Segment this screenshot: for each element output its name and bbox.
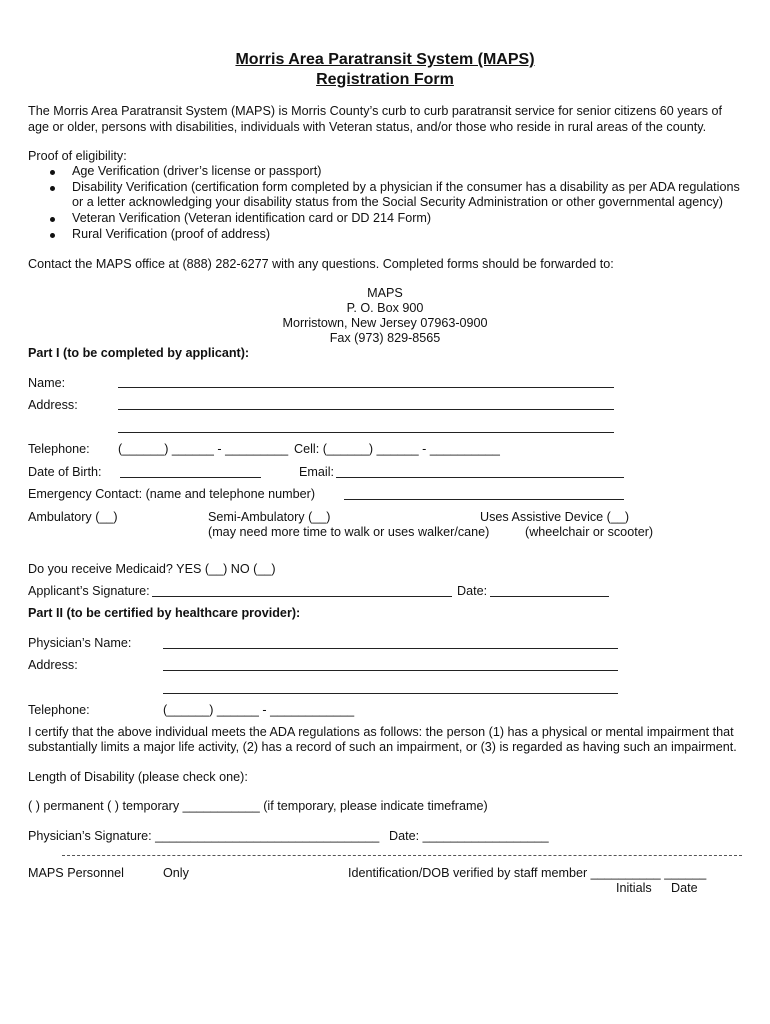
- applicant-signature-label: Applicant’s Signature:: [28, 584, 150, 598]
- telephone-field[interactable]: (______) ______ - _________: [118, 442, 289, 456]
- name-field[interactable]: [118, 387, 614, 388]
- physician-address-field-2[interactable]: [163, 693, 618, 694]
- medicaid-question[interactable]: Do you receive Medicaid? YES (__) NO (__): [28, 562, 276, 576]
- emergency-contact-field[interactable]: [344, 499, 624, 500]
- assistive-device-checkbox[interactable]: Uses Assistive Device (__): [480, 510, 630, 524]
- only-label: Only: [163, 866, 189, 880]
- name-label: Name:: [28, 376, 66, 390]
- applicant-date-label: Date:: [457, 584, 488, 598]
- applicant-date-field[interactable]: [490, 596, 609, 597]
- applicant-signature-field[interactable]: [152, 596, 452, 597]
- semi-ambulatory-checkbox[interactable]: Semi-Ambulatory (__): [208, 510, 331, 524]
- semi-ambulatory-note: (may need more time to walk or uses walker/cane): [208, 525, 490, 539]
- length-of-disability-options[interactable]: ( ) permanent ( ) temporary ___________ (if temporary, please indicate timeframe): [28, 799, 488, 813]
- contact-text: Contact the MAPS office at (888) 282-6277 with any questions. Completed forms should be forwarded to:: [28, 257, 614, 271]
- eligibility-heading: Proof of eligibility:: [28, 149, 127, 163]
- cell-field[interactable]: Cell: (______) ______ - __________: [294, 442, 500, 456]
- bullet-icon: [50, 217, 55, 222]
- dashed-divider: [62, 855, 742, 856]
- bullet-icon: [50, 170, 55, 175]
- certify-line-2: substantially limits a major life activity, (2) has a record of such an impairment, or (3) is regarded as having such an impairment.: [28, 740, 737, 754]
- length-of-disability-label: Length of Disability (please check one):: [28, 770, 248, 784]
- intro-line-1: The Morris Area Paratransit System (MAPS) is Morris County’s curb to curb paratransit service for senior citizens 60 years of: [28, 104, 723, 118]
- intro-line-2: age or older, persons with disabilities, individuals with Veteran status, and/or those who reside in rural areas of the county.: [28, 120, 707, 134]
- bullet-icon: [50, 186, 55, 191]
- address-line-1: MAPS: [367, 286, 403, 300]
- email-label: Email:: [299, 465, 334, 479]
- part1-heading: Part I (to be completed by applicant):: [28, 346, 250, 360]
- physician-address-field-1[interactable]: [163, 670, 618, 671]
- address-field-2[interactable]: [118, 432, 614, 433]
- assistive-device-note: (wheelchair or scooter): [525, 525, 654, 539]
- bullet-icon: [50, 233, 55, 238]
- eligibility-item-rural: Rural Verification (proof of address): [72, 227, 271, 241]
- maps-personnel-label: MAPS Personnel: [28, 866, 124, 880]
- eligibility-item-disability-cont: or a letter acknowledging your disability status from the Social Security Administration or other governmental agency): [72, 195, 723, 209]
- physician-signature-field[interactable]: Physician’s Signature: ________________________________: [28, 829, 380, 843]
- address-line-3: Morristown, New Jersey 07963-0900: [282, 316, 488, 330]
- form-subtitle: Registration Form: [316, 71, 454, 88]
- certify-line-1: I certify that the above individual meets the ADA regulations as follows: the person (1) has a physical or mental impairment that: [28, 725, 734, 739]
- telephone-label: Telephone:: [28, 442, 90, 456]
- dob-field[interactable]: [120, 477, 261, 478]
- email-field[interactable]: [336, 477, 624, 478]
- part2-heading: Part II (to be certified by healthcare provider):: [28, 606, 301, 620]
- staff-verification-field[interactable]: Identification/DOB verified by staff member __________ ______: [348, 866, 707, 880]
- physician-telephone-field[interactable]: (______) ______ - ____________: [163, 703, 355, 717]
- initials-label: Initials: [616, 881, 652, 895]
- physician-date-field[interactable]: Date: __________________: [389, 829, 549, 843]
- date-label: Date: [671, 881, 698, 895]
- eligibility-item-veteran: Veteran Verification (Veteran identification card or DD 214 Form): [72, 211, 432, 225]
- emergency-contact-label: Emergency Contact: (name and telephone number): [28, 487, 316, 501]
- ambulatory-checkbox[interactable]: Ambulatory (__): [28, 510, 118, 524]
- address-line-4: Fax (973) 829-8565: [329, 331, 441, 345]
- address-field-1[interactable]: [118, 409, 614, 410]
- physician-name-field[interactable]: [163, 648, 618, 649]
- eligibility-item-disability: Disability Verification (certification form completed by a physician if the consumer has a disability as per ADA regulations: [72, 180, 740, 194]
- eligibility-item-age: Age Verification (driver’s license or passport): [72, 164, 322, 178]
- dob-label: Date of Birth:: [28, 465, 102, 479]
- address-line-2: P. O. Box 900: [346, 301, 424, 315]
- form-title: Morris Area Paratransit System (MAPS): [235, 51, 535, 68]
- physician-address-label: Address:: [28, 658, 78, 672]
- address-label: Address:: [28, 398, 78, 412]
- physician-telephone-label: Telephone:: [28, 703, 90, 717]
- physician-name-label: Physician’s Name:: [28, 636, 132, 650]
